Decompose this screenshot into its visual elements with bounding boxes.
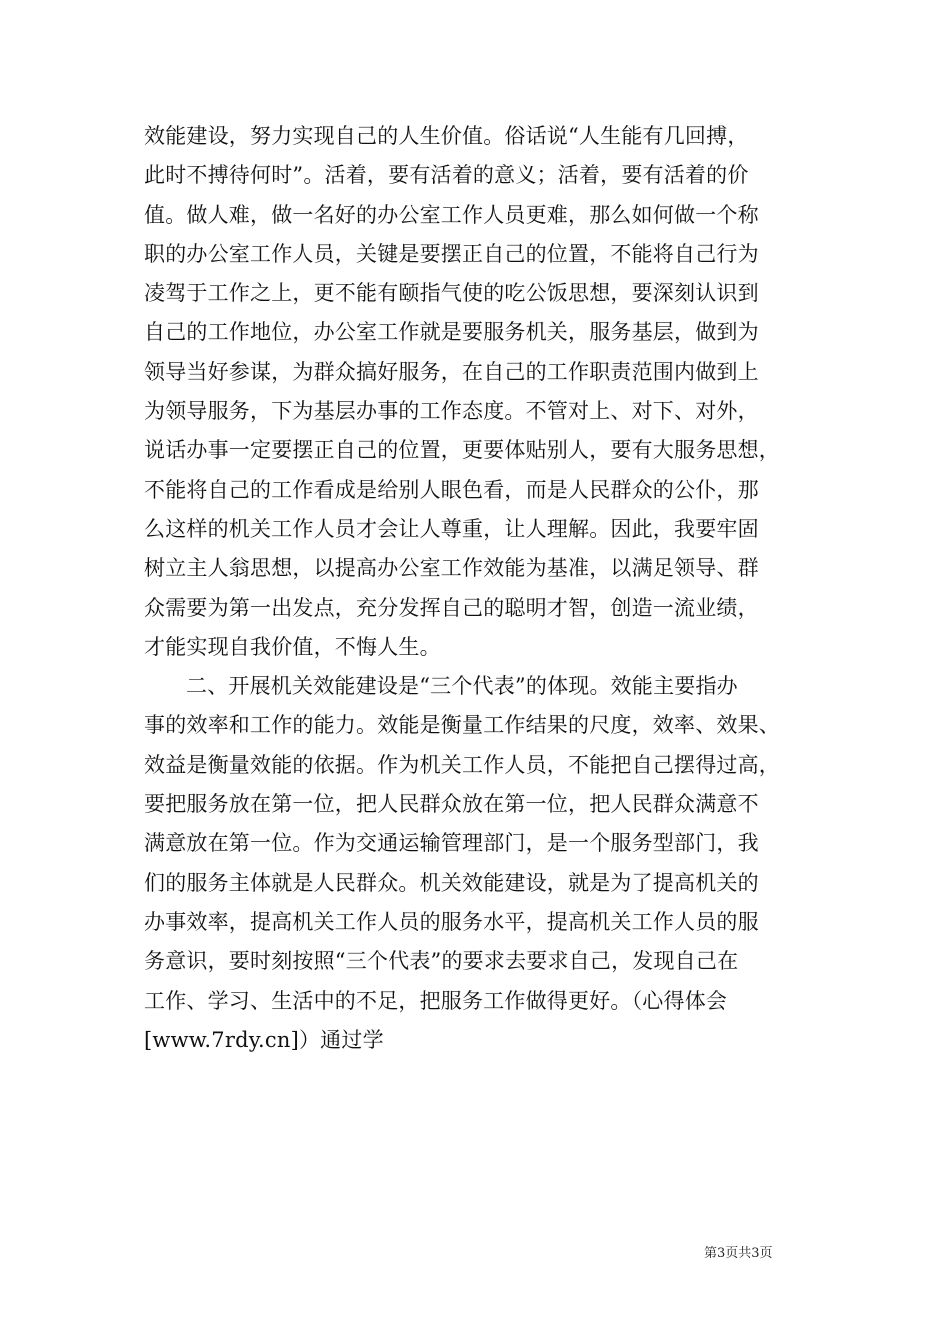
page-number-footer: 第3页共3页 [704, 1246, 773, 1261]
text-line: 要把服务放在第一位，把人民群众放在第一位，把人民群众满意不 [144, 792, 759, 817]
text-line: 职的办公室工作人员，关键是要摆正自己的位置，不能将自己行为 [144, 241, 759, 266]
text-line: 众需要为第一出发点，充分发挥自己的聪明才智，创造一流业绩， [144, 595, 759, 620]
text-line: 此时不搏待何时”。活着，要有活着的意义；活着，要有活着的价 [144, 163, 749, 188]
paragraph-start-line: 二、开展机关效能建设是“三个代表”的体现。效能主要指办 [186, 674, 738, 699]
text-line: 效能建设，努力实现自己的人生价值。俗话说“人生能有几回搏， [144, 124, 749, 148]
text-line: 事的效率和工作的能力。效能是衡量工作结果的尺度，效率、效果、 [144, 713, 780, 738]
text-line: 满意放在第一位。作为交通运输管理部门，是一个服务型部门，我 [144, 831, 759, 856]
text-line: 为领导服务，下为基层办事的工作态度。不管对上、对下、对外， [144, 399, 759, 424]
text-line: 务意识，要时刻按照“三个代表”的要求去要求自己，发现自己在 [144, 949, 739, 974]
text-line: 树立主人翁思想，以提高办公室工作效能为基准，以满足领导、群 [144, 556, 759, 581]
text-line: 工作、学习、生活中的不足，把服务工作做得更好。（心得体会 [144, 988, 728, 1013]
text-line: 领导当好参谋，为群众搞好服务，在自己的工作职责范围内做到上 [144, 359, 759, 384]
text-line: 才能实现自我价值，不悔人生。 [144, 634, 441, 659]
text-line: 值。做人难，做一名好的办公室工作人员更难，那么如何做一个称 [144, 202, 759, 227]
text-line: 不能将自己的工作看成是给别人眼色看，而是人民群众的公仆，那 [144, 477, 759, 502]
text-line: [www.7rdy.cn]）通过学 [144, 1027, 384, 1052]
text-line: 办事效率，提高机关工作人员的服务水平，提高机关工作人员的服 [144, 909, 759, 934]
text-line: 自己的工作地位，办公室工作就是要服务机关，服务基层，做到为 [144, 320, 759, 345]
text-line: 效益是衡量效能的依据。作为机关工作人员，不能把自己摆得过高， [144, 752, 780, 777]
document-body [144, 117, 814, 1060]
text-line: 凌驾于工作之上，更不能有颐指气使的吃公饭思想，要深刻认识到 [144, 281, 759, 306]
text-line: 们的服务主体就是人民群众。机关效能建设，就是为了提高机关的 [144, 870, 759, 895]
text-line: 说话办事一定要摆正自己的位置，更要体贴别人，要有大服务思想， [144, 438, 780, 463]
text-line: 么这样的机关工作人员才会让人尊重，让人理解。因此，我要牢固 [144, 516, 759, 541]
